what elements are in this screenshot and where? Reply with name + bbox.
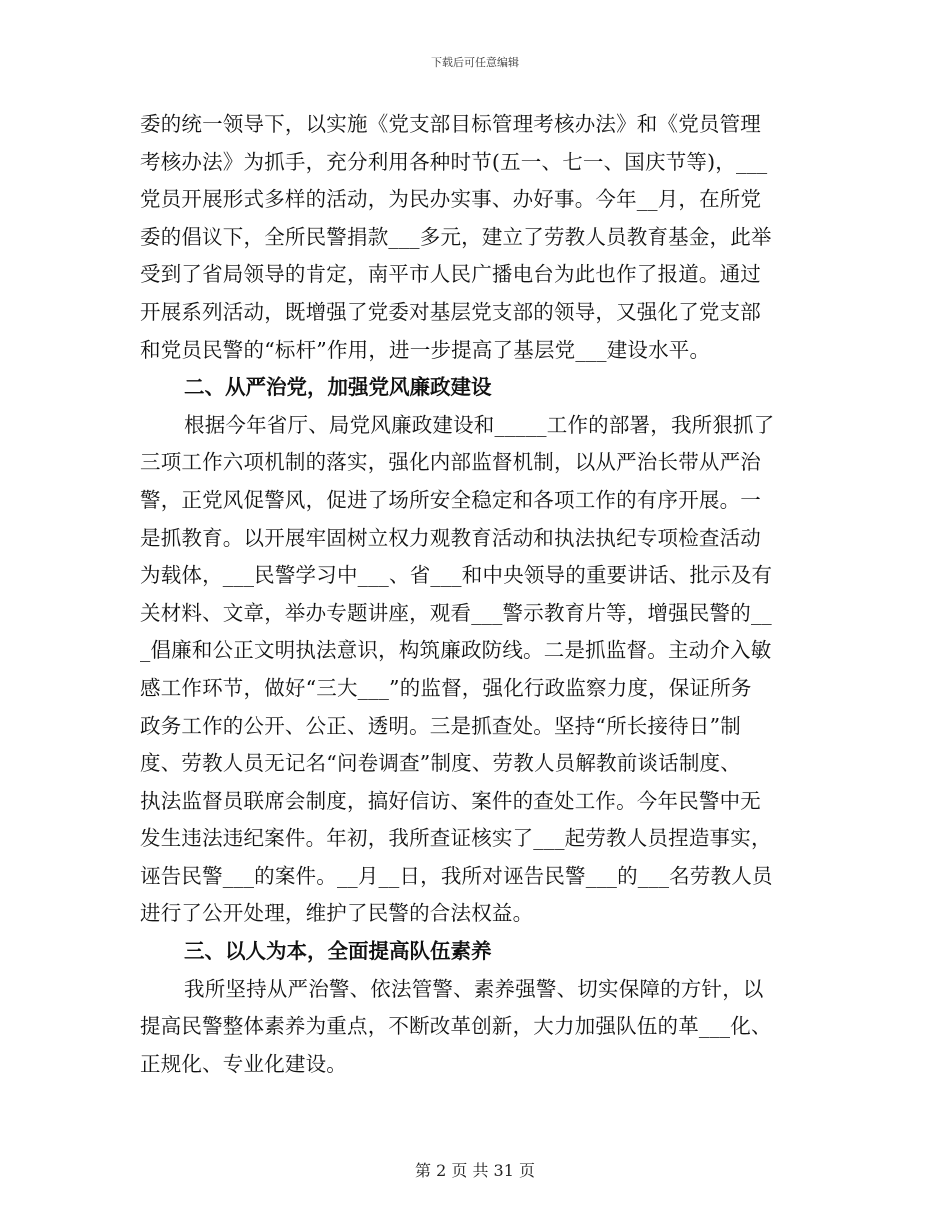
text-line: 委的统一领导下，以实施《党支部目标管理考核办法》和《党员管理 (140, 112, 761, 136)
text-line: 是抓教育。以开展牢固树立权力观教育活动和执法执纪专项检查活动 (140, 525, 761, 550)
text-line: 关材料、文章，举办专题讲座，观看___警示教育片等，增强民警的__ (140, 600, 772, 625)
text-line: 政务工作的公开、公正、透明。三是抓查处。坚持“所长接待日”制 (140, 713, 741, 738)
text-line: 委的倡议下，全所民警捐款___多元，建立了劳教人员教育基金，此举 (140, 224, 772, 249)
section-3-body (140, 971, 812, 1084)
page-footer: 第 2 页 共 31 页 (415, 1161, 535, 1180)
text-line: 考核办法》为抓手，充分利用各种时节(五一、七一、国庆节等)，___ (140, 149, 768, 174)
text-line: 受到了省局领导的肯定，南平市人民广播电台为此也作了报道。通过 (140, 262, 761, 287)
document-body (140, 106, 812, 1083)
page-header: 下载后可任意编辑 (431, 56, 519, 69)
text-line: 执法监督员联席会制度，搞好信访、案件的查处工作。今年民警中无 (140, 788, 761, 813)
text-line: 进行了公开处理，维护了民警的合法权益。 (140, 901, 534, 926)
text-line: 我所坚持从严治警、依法管警、素养强警、切实保障的方针，以 (184, 976, 764, 1001)
text-line: 正规化、专业化建设。 (140, 1051, 347, 1076)
text-line: 警，正党风促警风，促进了场所安全稳定和各项工作的有序开展。一 (140, 487, 761, 512)
text-line: 提高民警整体素养为重点，不断改革创新，大力加强队伍的革___化、 (140, 1014, 772, 1039)
section-heading-2: 二、从严治党，加强党风廉政建设 (184, 375, 492, 400)
section-heading-3: 三、以人为本，全面提高队伍素养 (184, 939, 492, 964)
text-line: 根据今年省厅、局党风廉政建设和_____工作的部署，我所狠抓了 (184, 412, 775, 437)
text-line: 和党员民警的“标杆”作用，进一步提高了基层党___建设水平。 (140, 337, 711, 362)
text-line: 开展系列活动，既增强了党委对基层党支部的领导，又强化了党支部 (140, 299, 761, 324)
section-2-body (140, 407, 812, 933)
text-line: 发生违法违纪案件。年初，我所查证核实了___起劳教人员捏造事实， (140, 826, 772, 851)
text-line: 为载体，___民警学习中___、省___和中央领导的重要讲话、批示及有 (140, 563, 773, 588)
paragraph-1 (140, 106, 812, 369)
text-line: 党员开展形式多样的活动，为民办实事、办好事。今年__月，在所党 (140, 187, 762, 212)
text-line: _倡廉和公正文明执法意识，构筑廉政防线。二是抓监督。主动介入敏 (140, 638, 772, 663)
text-line: 度、劳教人员无记名“问卷调查”制度、劳教人员解教前谈话制度、 (140, 751, 741, 776)
text-line: 诬告民警___的案件。__月__日，我所对诬告民警___的___名劳教人员 (140, 863, 773, 888)
text-line: 感工作环节，做好“三大___”的监督，强化行政监察力度，保证所务 (140, 675, 752, 700)
text-line: 三项工作六项机制的落实，强化内部监督机制，以从严治长带从严治 (140, 450, 761, 475)
